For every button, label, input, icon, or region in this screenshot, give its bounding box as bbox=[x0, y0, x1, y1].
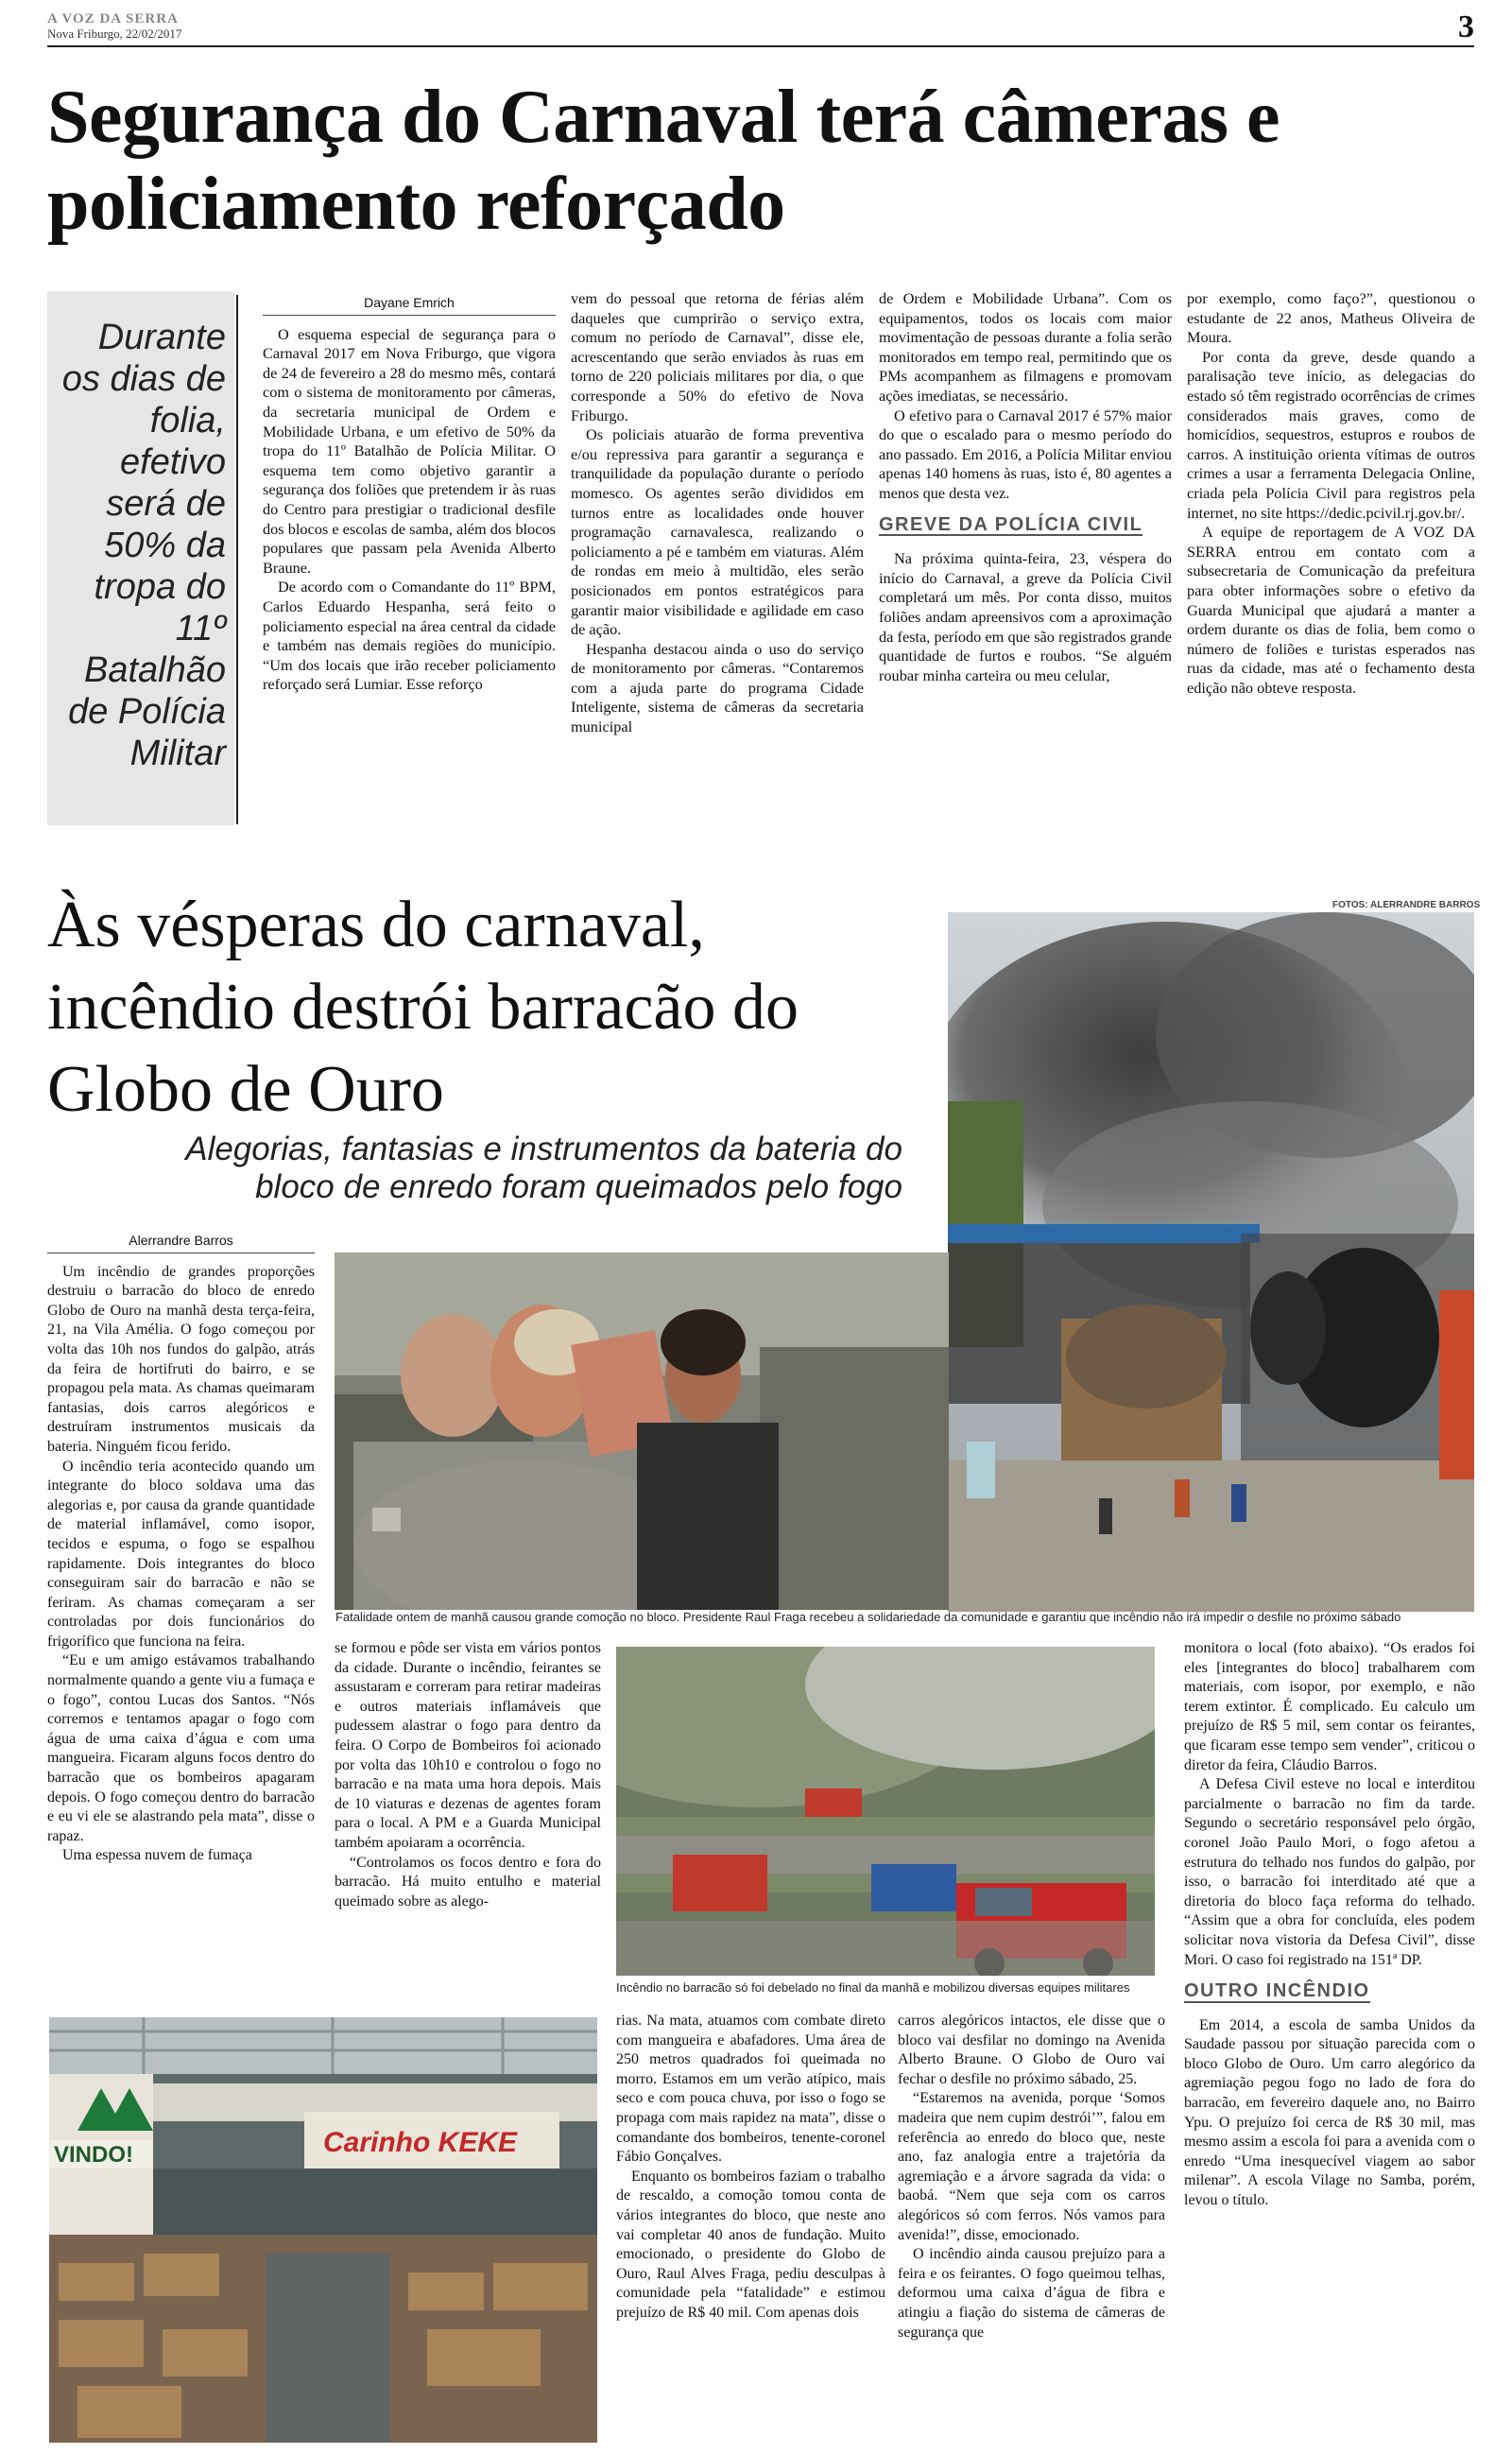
fire-trucks-caption: Incêndio no barracão só foi debelado no final da manhã e mobilizou diversas equipes militares bbox=[616, 1980, 1130, 1995]
page-number: 3 bbox=[1458, 9, 1474, 44]
article2-column-1 bbox=[47, 1231, 315, 1866]
paragraph: “Estaremos na avenida, porque ‘Somos madeira que nem cupim destrói’”, falou em referência ao enredo do bloco que, neste ano, faz analogia entre a trajetória da agremiação e a árvore sagrada da vida: o baobá. “Nem que seja com os carros alegóricos só com ferros. Nós vamos para avenida!”, disse, emocionado. bbox=[898, 2090, 1165, 2243]
article2-column-4 bbox=[898, 2012, 1165, 2342]
paragraph: rias. Na mata, atuamos com combate direto com mangueira e abafadores. Uma área de 250 metros quadrados foi queimada no morro. Estamos em um verão atípico, mais seco e com pouca chuva, por isso o fogo se propaga com mais rapidez na mata”, disse o comandante dos bombeiros, tenente-coronel Fábio Gonçalves. bbox=[616, 2013, 885, 2166]
article2-byline: Alerrandre Barros bbox=[47, 1231, 315, 1253]
paragraph: A Defesa Civil esteve no local e interditou parcialmente o barracão no fim da tarde. Segundo o secretário responsável pelo órgão, coronel João Paulo Mori, o fogo afetou a estrutura do telhado nos fundos do galpão, por isso, o barracão foi interditado até que a diretoria do bloco faça reforma do telhado. “Assim que a obra for concluída, eles podem solicitar nova vistoria da Defesa Civil”, disse Mori. O caso foi registrado na 151ª DP. bbox=[1184, 1776, 1475, 1968]
paragraph: se formou e pôde ser vista em vários pontos da cidade. Durante o incêndio, feirantes se assustaram e correram para retirar madeiras e outros materiais inflamáveis que pudessem alastrar o fogo para dentro da feira. O Corpo de Bombeiros foi acionado por volta das 10h10 e controlou o fogo no barracão e na mata uma hora depois. Mais de 10 viaturas e dezenas de agentes foram para o local. A PM e a Guarda Municipal também apoiaram a ocorrência. bbox=[335, 1640, 601, 1851]
article2-column-5 bbox=[1184, 1639, 1475, 2211]
paragraph: “Eu e um amigo estávamos trabalhando normalmente quando a gente viu a fumaça e o fogo”, contou Lucas dos Santos. “Nós corremos e tentamos apagar o fogo com água de uma caixa d’água e com uma mangueira. Ficaram alguns focos dentro do barracão que os bombeiros apagaram depois. O fogo começou dentro do barracão e eu vi ele se alastrando pela mata”, disse o rapaz. bbox=[47, 1652, 315, 1844]
paragraph: De acordo com o Comandante do 11º BPM, Carlos Eduardo Hespanha, será feito o policiamento especial na área central da cidade e também nas demais regiões do município. “Um dos locais que irão receber policiamento reforçado será Lumiar. Esse reforço bbox=[263, 578, 556, 694]
market-photo bbox=[49, 2017, 597, 2443]
newspaper-name: A VOZ DA SERRA bbox=[47, 11, 179, 26]
photo-credit: FOTOS: ALERRANDRE BARROS bbox=[1332, 900, 1481, 910]
paragraph: Uma espessa nuvem de fumaça bbox=[62, 1847, 252, 1864]
header-divider bbox=[47, 45, 1474, 47]
hug-photo bbox=[335, 1253, 949, 1610]
pullquote-text: Durante os dias de folia, efetivo será de 50% da tropa do 11º Batalhão de Polícia Militar bbox=[61, 318, 226, 773]
paragraph: O efetivo para o Carnaval 2017 é 57% maior do que o escalado para o mesmo período do ano passado. Em 2016, a Polícia Militar enviou apenas 140 homens às ruas, isto é, 80 agentes a menos que desta vez. bbox=[879, 406, 1172, 502]
paragraph: O incêndio teria acontecido quando um integrante do bloco soldava uma das alegorias e, por causa da grande quantidade de material inflamável, como isopor, tecidos e espuma, o fogo se espalhou rapidamente. Dois integrantes do bloco conseguiram sair do barracão e não se feriram. As chamas começaram a ser controladas por dois funcionários do frigorífico que funciona na feira. bbox=[47, 1458, 315, 1650]
article1-byline: Dayane Emrich bbox=[263, 293, 556, 316]
paragraph: carros alegóricos intactos, ele disse que o bloco vai desfilar no domingo na Avenida Alberto Braune. O Globo de Ouro vai fechar o desfile no próximo sábado, 25. bbox=[898, 2013, 1165, 2087]
paragraph: A equipe de reportagem de A VOZ DA SERRA entrou em contato com a subsecretaria de Comunicação da prefeitura para obter informações sobre o efetivo da Guarda Municipal que ajudará a manter a ordem durante os dias de folia, bem como o número de foliões e turistas esperados nas ruas da cidade, mas até o fechamento desta edição não obteve resposta. bbox=[1187, 523, 1475, 697]
article1-column-1 bbox=[263, 293, 556, 695]
article2-subheadline: Alegorias, fantasias e instrumentos da bateria do bloco de enredo foram queimados pelo fogo bbox=[185, 1131, 902, 1205]
main-photo-caption: Fatalidade ontem de manhã causou grande comoção no bloco. Presidente Raul Fraga recebeu a solidariedade da comunidade e garantiu que incêndio não irá impedir o desfile no próximo sábado bbox=[335, 1610, 1401, 1624]
issue-date: Nova Friburgo, 22/02/2017 bbox=[47, 26, 182, 41]
paragraph: Hespanha destacou ainda o uso do serviço de monitoramento por câmeras. “Contaremos com a ajuda parte do programa Cidade Inteligente, sistema de câmeras da secretaria municipal bbox=[571, 639, 864, 736]
paragraph: O esquema especial de segurança para o Carnaval 2017 em Nova Friburgo, que vigora de 24 de fevereiro a 28 do mesmo mês, contará com o sistema de monitoramento por câmeras, da secretaria municipal de Ordem e Mobilidade Urbana, e um efetivo de 50% da tropa do 11º Batalhão de Polícia Militar. O esquema tem como objetivo garantir a segurança dos foliões que pretendem ir às ruas do Centro para prestigiar o tradicional desfile dos blocos e escolas de samba, além dos blocos populares que passam pela Avenida Alberto Braune. bbox=[263, 324, 556, 577]
paragraph: Em 2014, a escola de samba Unidos da Saudade passou por situação parecida com o bloco Globo de Ouro. Um carro alegórico da agremiação pegou fogo no lado de fora do barracão, em fevereiro daquele ano, no Bairro Ypu. O prejuízo foi cerca de R$ 30 mil, mas mesmo assim a escola foi para a avenida com o enredo “Uma inesquecível viagem ao sabor milenar”. A escola Vilage no Samba, porém, levou o título. bbox=[1184, 2016, 1475, 2209]
article2-column-2 bbox=[335, 1639, 601, 1911]
pullquote-divider bbox=[236, 295, 238, 824]
paragraph: por exemplo, como faço?”, questionou o estudante de 22 anos, Matheus Oliveira de Moura. bbox=[1187, 289, 1475, 347]
subhead-greve: GREVE DA POLÍCIA CIVIL bbox=[879, 513, 1143, 535]
fire-barracao-photo bbox=[948, 912, 1474, 1612]
hug-photo-illustration bbox=[335, 1253, 949, 1610]
paragraph: Na próxima quinta-feira, 23, véspera do início do Carnaval, a greve da Polícia Civil completará um mês. Por conta disso, muitos foliões andam apreensivos com a aproximação da festa, período em que são registrados grande quantidade de furtos e roubos. “Se alguém roubar minha carteira ou meu celular, bbox=[879, 549, 1172, 684]
article1-column-2 bbox=[571, 289, 864, 737]
paragraph: Os policiais atuarão de forma preventiva e/ou repressiva para garantir a segurança e tranquilidade da população durante o período momesco. Os agentes serão divididos em turnos entre as localidades onde houver programação carnavalesca, realizando o policiamento a pé e também em viaturas. Além de rondas em meio à multidão, eles serão posicionados em pontos estratégicos para garantir maior visibilidade e agilidade em caso de ação. bbox=[571, 425, 864, 639]
article1-column-3 bbox=[879, 289, 1172, 685]
paragraph: Por conta da greve, desde quando a paralisação teve início, as delegacias do estado só têm registrado ocorrências de crimes considerados mais graves, como de homicídios, sequestros, estupros e roubos de carros. A instituição orienta vítimas de outros crimes a usar a ferramenta Delegacia Online, criada pela Polícia Civil para registros pela internet, no site https://dedic.pcivil.rj.gov.br/. bbox=[1187, 347, 1475, 522]
article1-headline: Segurança do Carnaval terá câmeras e policiamento reforçado bbox=[47, 76, 1280, 246]
article2-headline: Às vésperas do carnaval, incêndio destrói barracão do Globo de Ouro bbox=[47, 889, 799, 1126]
paragraph: vem do pessoal que retorna de férias além daqueles que cumprirão o serviço extra, comum no período de Carnaval”, disse ele, acrescentando que serão enviados às ruas em torno de 220 policiais militares por dia, o que corresponde a 50% do efetivo de Nova Friburgo. bbox=[571, 289, 864, 424]
subhead-outro-incendio: OUTRO INCÊNDIO bbox=[1184, 1980, 1370, 2002]
paragraph: de Ordem e Mobilidade Urbana”. Com os equipamentos, todos os locais com maior movimentação de pessoas durante a folia serão monitorados em tempo real, permitindo que os PMs acompanhem as filmagens e promovam ações imediatas, se necessário. bbox=[879, 289, 1172, 405]
paragraph: “Controlamos os focos dentro e fora do barracão. Há muito entulho e material queimado sobre as alego- bbox=[335, 1854, 601, 1910]
paragraph: Enquanto os bombeiros faziam o trabalho de rescaldo, a comoção tomou conta de vários integrantes do bloco, que neste ano vai completar 40 anos de fundação. Muito emocionado, o presidente do Globo de Ouro, Raul Alves Fraga, pediu desculpas à comunidade pela “fatalidade” e estimou prejuízo de R$ 40 mil. Com apenas dois bbox=[616, 2168, 885, 2321]
market-sign2-text: Carinho KEKE bbox=[323, 2127, 518, 2158]
article2-column-3 bbox=[616, 2012, 885, 2324]
paragraph: O incêndio ainda causou prejuízo para a feira e os feirantes. O fogo queimou telhas, deformou uma caixa d’água de fibra e atingiu a fiação do sistema de câmeras de segurança que bbox=[898, 2246, 1165, 2341]
article1-column-4 bbox=[1187, 289, 1475, 698]
fire-trucks-illustration bbox=[616, 1647, 1155, 1976]
paragraph: monitora o local (foto abaixo). “Os erados foi eles [integrantes do bloco] trabalharem com materiais, com isopor, por exemplo, e não terem extintor. É complicado. Eu calculo um prejuízo de R$ 5 mil, sem contar os feirantes, que ficaram esse tempo sem vender”, criticou o diretor da feira, Cláudio Barros. bbox=[1184, 1640, 1475, 1773]
fire-trucks-photo bbox=[616, 1647, 1155, 1976]
fire-photo-illustration bbox=[948, 912, 1474, 1612]
paragraph: Um incêndio de grandes proporções destruiu o barracão do bloco de enredo Globo de Ouro na manhã desta terça-feira, 21, na Vila Amélia. O fogo começou por volta das 10h nos fundos do galpão, atrás da feira de hortifruti do bairro, e se propagou pela mata. As chamas queimaram fantasias, dois carros alegóricos e destruíram instrumentos musicais da bateria. Ninguém ficou ferido. bbox=[47, 1263, 315, 1455]
market-photo-illustration bbox=[49, 2017, 597, 2443]
market-sign-text: VINDO! bbox=[54, 2142, 133, 2168]
